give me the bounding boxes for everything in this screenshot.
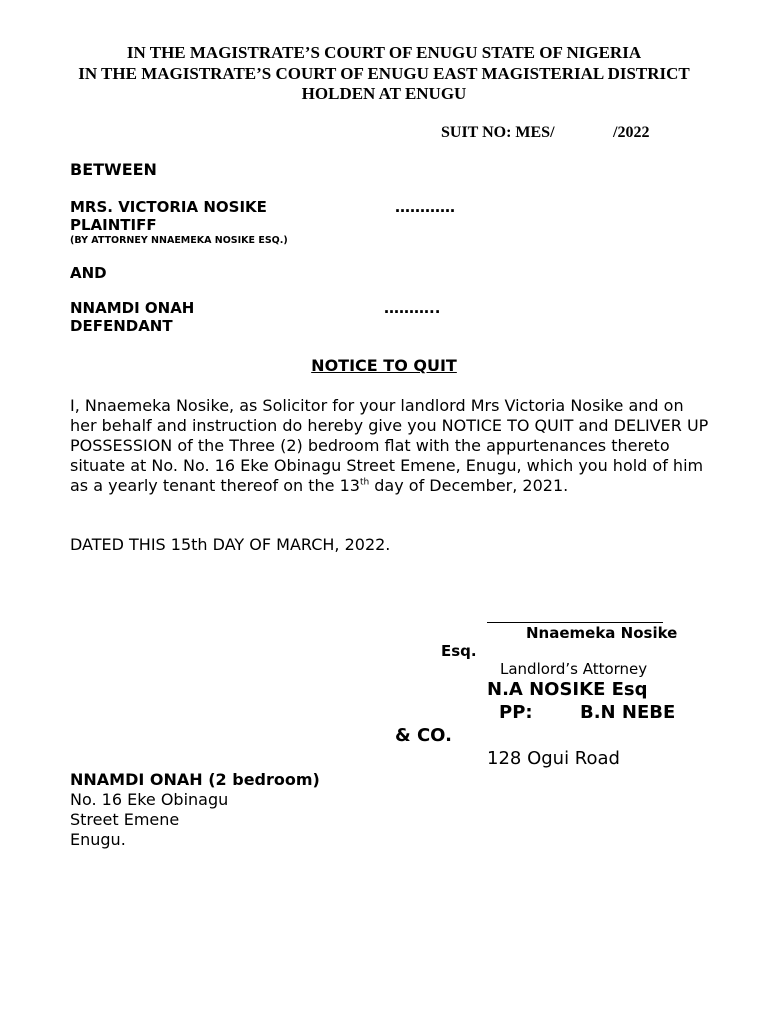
plaintiff-dots: …………	[395, 198, 455, 216]
court-title-line-3: HOLDEN AT ENUGU	[301, 84, 467, 103]
and-label: AND	[70, 264, 107, 282]
notice-body	[70, 396, 710, 496]
plaintiff-role: PLAINTIFF	[70, 216, 157, 234]
suit-number-prefix: SUIT NO: MES/	[441, 124, 555, 141]
plaintiff-name: MRS. VICTORIA NOSIKE	[70, 198, 267, 216]
recipient-name: NNAMDI ONAH (2 bedroom)	[70, 770, 320, 789]
signatory-esq: Esq.	[441, 642, 477, 660]
dated-line: DATED THIS 15th DAY OF MARCH, 2022.	[70, 535, 391, 554]
pp-name: B.N NEBE	[580, 702, 676, 723]
defendant-name: NNAMDI ONAH	[70, 299, 195, 317]
signatory-role: Landlord’s Attorney	[500, 660, 648, 678]
firm-address: 128 Ogui Road	[487, 748, 620, 769]
attorney-note: (BY ATTORNEY NNAEMEKA NOSIKE ESQ.)	[70, 235, 288, 246]
notice-body-text-end: day of December, 2021.	[369, 476, 569, 495]
court-title-line-1: IN THE MAGISTRATE’S COURT OF ENUGU STATE OF NIGERIA	[126, 43, 642, 62]
notice-body-superscript: th	[359, 477, 370, 488]
defendant-dots: ………..	[384, 299, 441, 317]
firm-suffix: & CO.	[395, 725, 452, 746]
recipient-address-line-3: Enugu.	[70, 830, 126, 849]
recipient-address-line-2: Street Emene	[70, 810, 180, 829]
notice-title: NOTICE TO QUIT	[311, 356, 457, 375]
defendant-role: DEFENDANT	[70, 317, 173, 335]
firm-name: N.A NOSIKE Esq	[487, 679, 648, 700]
pp-label: PP:	[499, 702, 533, 723]
recipient-address-line-1: No. 16 Eke Obinagu	[70, 790, 229, 809]
signatory-name: Nnaemeka Nosike	[526, 624, 678, 642]
notice-body-text: I, Nnaemeka Nosike, as Solicitor for your landlord Mrs Victoria Nosike and on her behalf and instruction do hereby give you NOTICE TO QUIT and DELIVER UP POSSESSION of the Three (2) bedroom flat with the appurtenances thereto situate at No. No. 16 Eke Obinagu Street Emene, Enugu, which you hold of him as a yearly tenant thereof on the 13	[70, 396, 709, 495]
signature-line	[487, 622, 663, 623]
suit-number-year: /2022	[613, 124, 650, 141]
court-title-line-2: IN THE MAGISTRATE’S COURT OF ENUGU EAST MAGISTERIAL DISTRICT	[78, 64, 690, 83]
between-label: BETWEEN	[70, 160, 157, 179]
